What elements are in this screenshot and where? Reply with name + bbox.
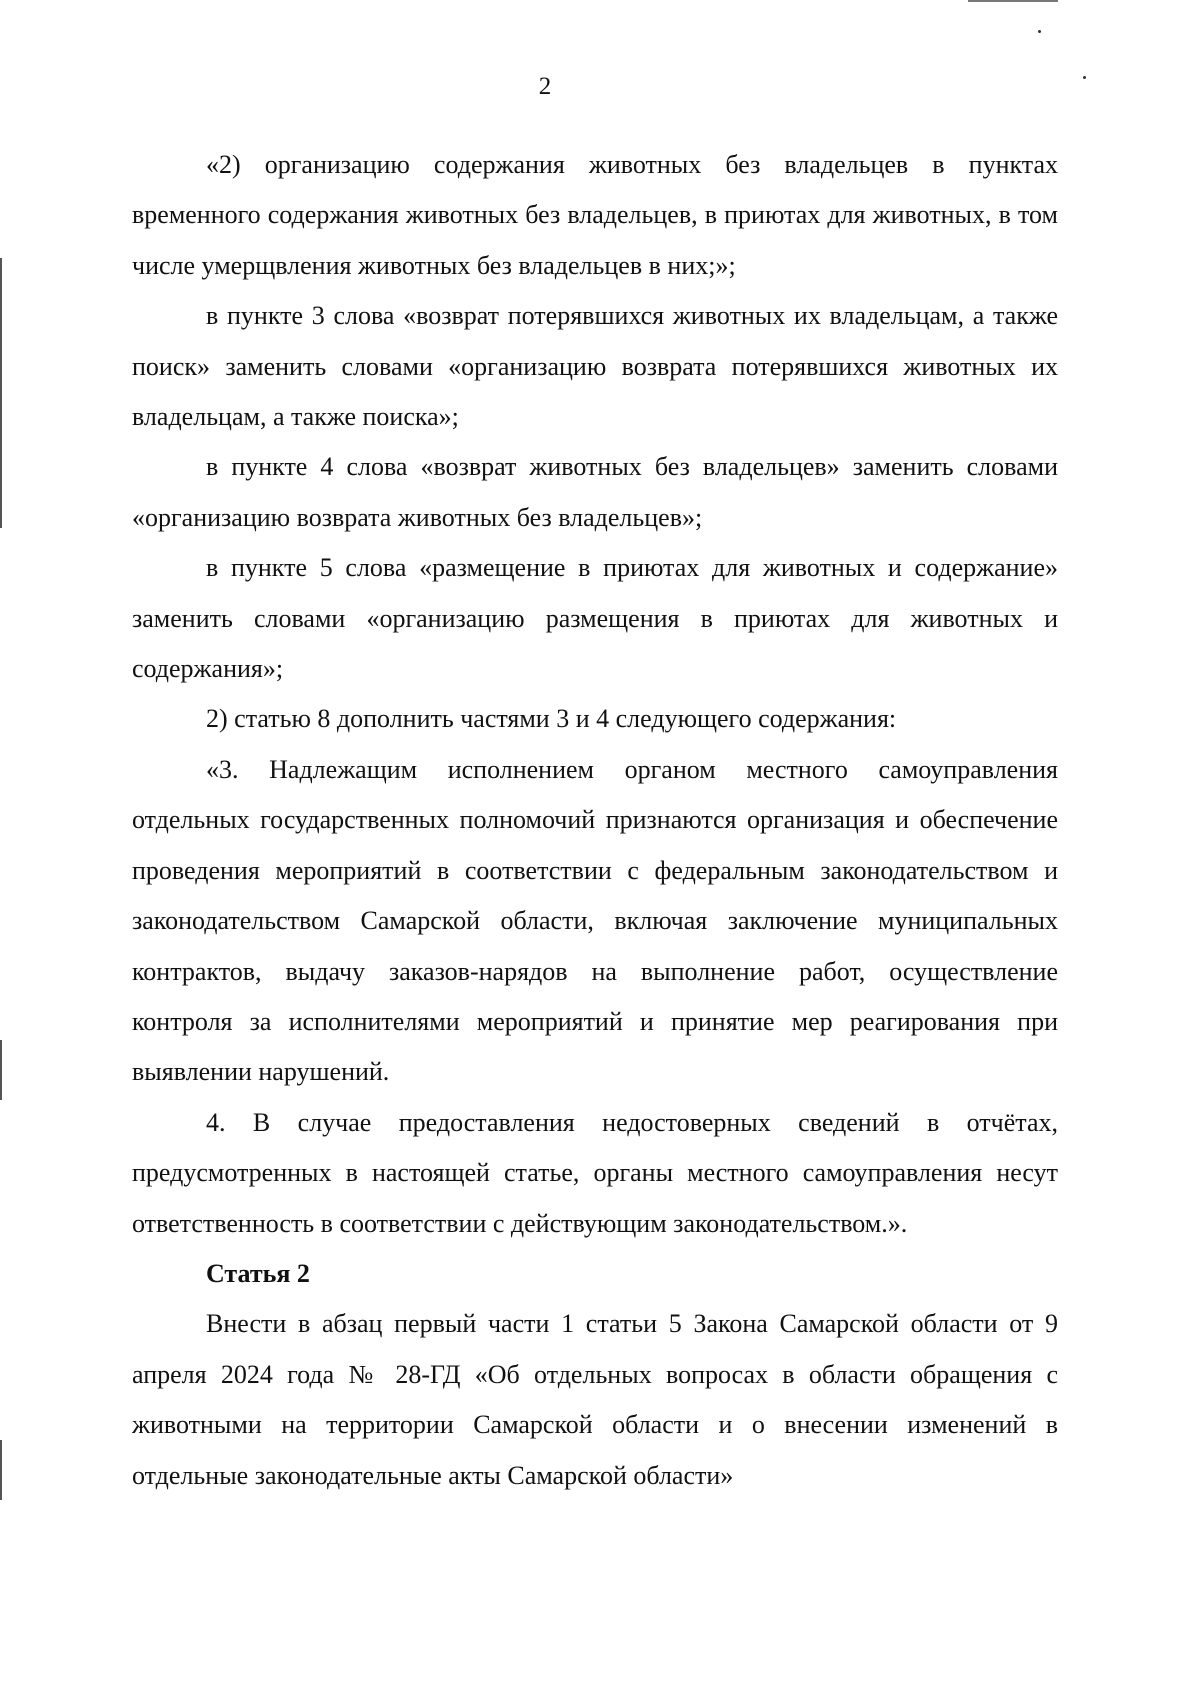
scan-artifact-left-edge bbox=[0, 1440, 2, 1500]
document-body bbox=[132, 140, 1058, 1501]
article-heading: Статья 2 bbox=[206, 1258, 310, 1288]
page-number: 2 bbox=[538, 73, 552, 100]
paragraph: 4. В случае предоставления недостоверных сведений в отчётах, предусмотренных в настоящей статье, органы местного самоуправления несут ответственность в соответствии с действующим законодательством.». bbox=[132, 1107, 1058, 1238]
paragraph: Внести в абзац первый части 1 статьи 5 Закона Самарской области от 9 апреля 2024 года № 28-ГД «Об отдельных вопросах в области обращения с животными на территории Самарской области и о внесении изменений в отдельные законодательные акты Самарской области» bbox=[132, 1309, 1058, 1490]
scan-artifact-top-line bbox=[968, 0, 1058, 2]
paragraph: в пункте 3 слова «возврат потерявшихся животных их владельцам, а также поиск» заменить словами «организацию возврата потерявшихся животных их владельцам, а также поиска»; bbox=[132, 301, 1058, 432]
scan-artifact-left-edge bbox=[0, 1040, 2, 1100]
paragraph: в пункте 5 слова «размещение в приютах для животных и содержание» заменить словами «организацию размещения в приютах для животных и содержания»; bbox=[132, 553, 1058, 684]
paragraph: «3. Надлежащим исполнением органом местного самоуправления отдельных государственных полномочий признаются организация и обеспечение проведения мероприятий в соответствии с федеральным законодательством и законодательством Самарской области, включая заключение муниципальных контрактов, выдачу заказов-нарядов на выполнение работ, осуществление контроля за исполнителями мероприятий и принятие мер реагирования при выявлении нарушений. bbox=[132, 754, 1058, 1087]
scan-artifact-dot bbox=[1038, 30, 1041, 33]
paragraph: 2) статью 8 дополнить частями 3 и 4 следующего содержания: bbox=[206, 704, 897, 734]
scan-artifact-left-edge bbox=[0, 258, 2, 528]
paragraph: «2) организацию содержания животных без владельцев в пунктах временного содержания животных без владельцев, в приютах для животных, в том числе умерщвления животных без владельцев в них;»; bbox=[132, 150, 1058, 280]
paragraph: в пункте 4 слова «возврат животных без владельцев» заменить словами «организацию возврата животных без владельцев»; bbox=[132, 452, 1058, 532]
